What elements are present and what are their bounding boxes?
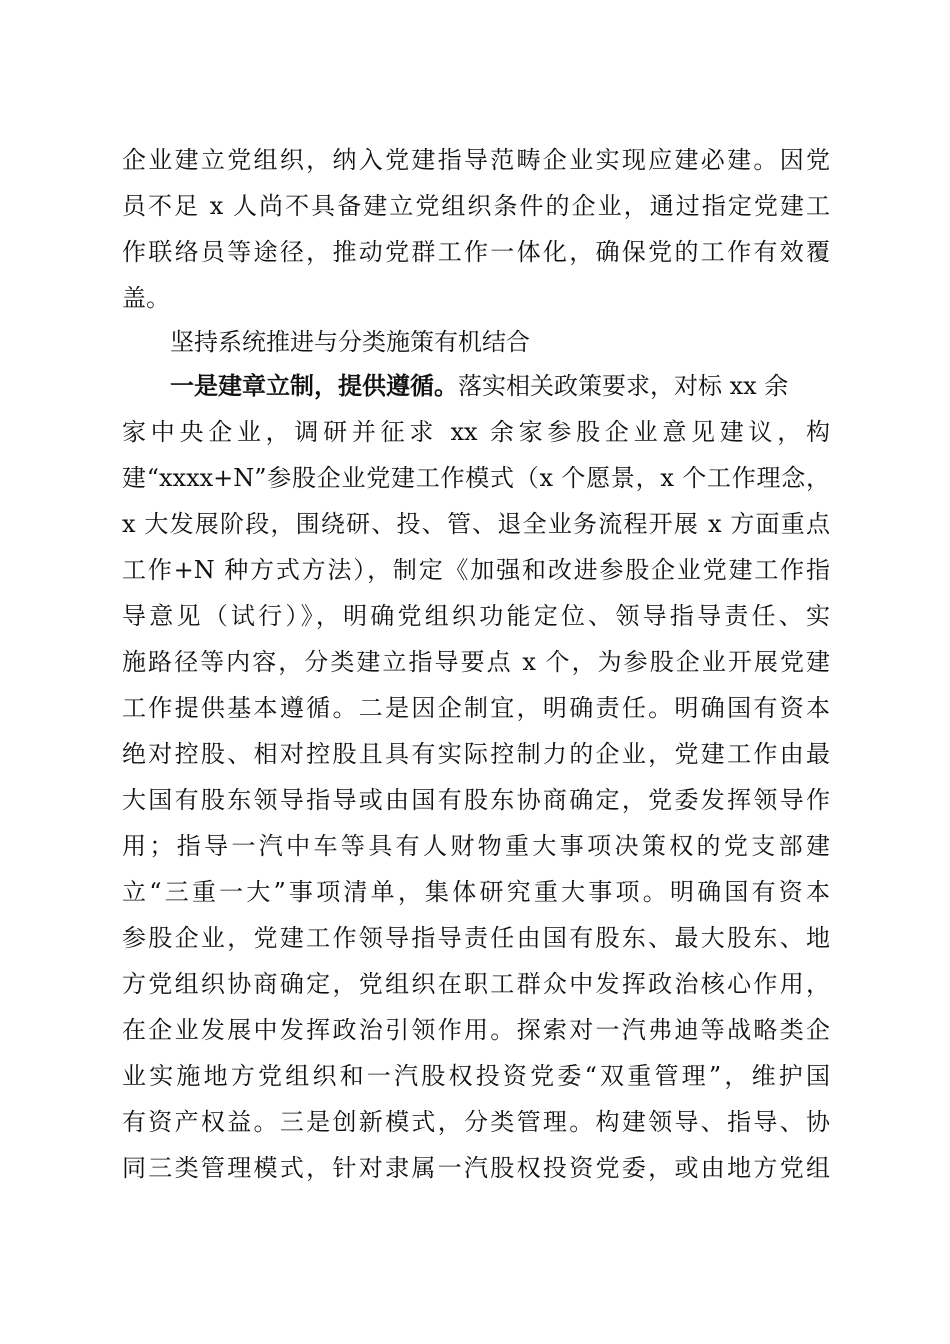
body-text-line: 绝对控股、相对控股且具有实际控制力的企业，党建工作由最: [122, 740, 830, 768]
first-line-rest: 落实相关政策要求，对标 xx 余: [458, 372, 789, 400]
body-text-line: 企业建立党组织，纳入党建指导范畴企业实现应建必建。因党: [122, 146, 830, 174]
body-text-line: 立“三重一大”事项清单，集体研究重大事项。明确国有资本: [122, 878, 830, 906]
body-text-line: 员不足 x 人尚不具备建立党组织条件的企业，通过指定党建工: [122, 192, 830, 220]
body-text-line: 大国有股东领导指导或由国有股东协商确定，党委发挥领导作: [122, 786, 830, 814]
paragraph-first-line: [170, 370, 788, 402]
body-text-line: 盖。: [122, 284, 170, 312]
body-text-line: 工作提供基本遵循。二是因企制宜，明确责任。明确国有资本: [122, 694, 830, 722]
body-text-line: 工作+N 种方式方法），制定《加强和改进参股企业党建工作指: [122, 556, 830, 584]
body-text-line: 用；指导一汽中车等具有人财物重大事项决策权的党支部建: [122, 832, 830, 860]
section-heading: 坚持系统推进与分类施策有机结合: [170, 328, 530, 356]
lead-bold-text: 一是建章立制，提供遵循。: [170, 371, 458, 400]
body-text-line: 家中央企业，调研并征求 xx 余家参股企业意见建议，构: [122, 418, 830, 446]
body-text-line: 建“xxxx+N”参股企业党建工作模式（x 个愿景，x 个工作理念，: [122, 464, 830, 492]
body-text-line: 作联络员等途径，推动党群工作一体化，确保党的工作有效覆: [122, 238, 830, 266]
body-text-line: x 大发展阶段，围绕研、投、管、退全业务流程开展 x 方面重点: [122, 510, 830, 538]
body-text-line: 业实施地方党组织和一汽股权投资党委“双重管理”，维护国: [122, 1062, 830, 1090]
body-text-line: 施路径等内容，分类建立指导要点 x 个，为参股企业开展党建: [122, 648, 830, 676]
body-text-line: 参股企业，党建工作领导指导责任由国有股东、最大股东、地: [122, 924, 830, 952]
body-text-line: 导意见（试行）》，明确党组织功能定位、领导指导责任、实: [122, 602, 830, 630]
body-text-line: 同三类管理模式，针对隶属一汽股权投资党委，或由地方党组: [122, 1154, 830, 1182]
body-text-line: 有资产权益。三是创新模式，分类管理。构建领导、指导、协: [122, 1108, 830, 1136]
body-text-line: 在企业发展中发挥政治引领作用。探索对一汽弗迪等战略类企: [122, 1016, 830, 1044]
body-text-line: 方党组织协商确定，党组织在职工群众中发挥政治核心作用，: [122, 970, 830, 998]
